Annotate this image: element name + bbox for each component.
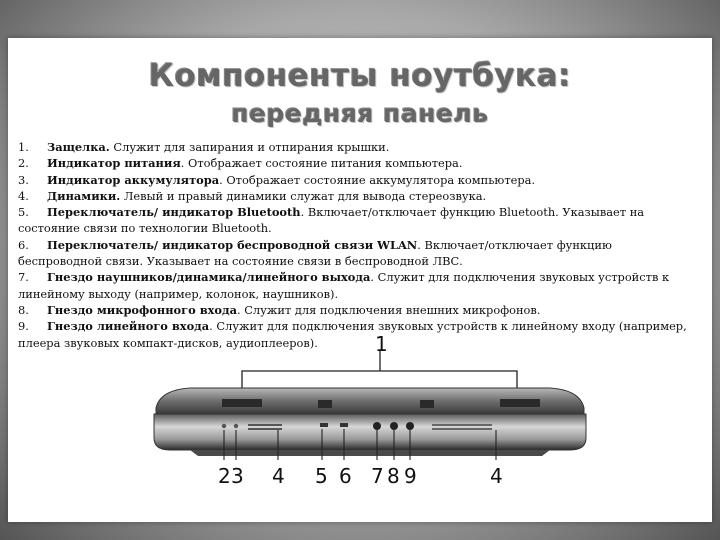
- callout-5: 5: [315, 464, 328, 488]
- callout-3: 3: [231, 464, 244, 488]
- list-item: [18, 188, 690, 204]
- line-in-jack-icon: [406, 422, 414, 430]
- latch-left: [222, 399, 262, 407]
- slide-subtitle: передняя панель: [231, 99, 489, 128]
- components-list: [18, 139, 690, 351]
- item-number: 4.: [18, 188, 29, 203]
- slide-title: Компоненты ноутбука:: [148, 58, 572, 94]
- item-number: 8.: [18, 302, 29, 317]
- item-term: Переключатель/ индикатор Bluetooth: [47, 205, 301, 220]
- laptop-base: [154, 414, 586, 450]
- item-description: . Включает/отключает функцию Bluetooth. Указывает на состояние связи по технологии Bluetooth.: [18, 205, 645, 236]
- item-term: Индикатор аккумулятора: [47, 172, 220, 187]
- item-description: . Включает/отключает функцию беспроводной связи. Указывает на состояние связи в беспроводной ЛВС.: [18, 237, 612, 269]
- headphone-jack-icon: [373, 422, 381, 430]
- callout-6: 6: [339, 464, 352, 488]
- callout-7: 7: [371, 464, 384, 488]
- item-description: Служит для запирания и отпирания крышки.: [109, 140, 390, 154]
- item-number: 7.: [18, 270, 29, 285]
- list-item: [18, 204, 690, 237]
- item-term: Гнездо линейного входа: [47, 319, 210, 334]
- item-description: . Отображает состояние питания компьютера.: [180, 156, 463, 171]
- power-led-icon: [222, 424, 226, 428]
- item-number: 2.: [18, 156, 29, 171]
- callout-2: 2: [218, 464, 231, 488]
- latch-right: [500, 399, 540, 407]
- item-number: 9.: [18, 319, 29, 334]
- item-term: Динамики.: [47, 188, 121, 203]
- item-description: . Отображает состояние аккумулятора компьютера.: [219, 172, 536, 187]
- item-number: 1.: [18, 140, 29, 154]
- callout-4-left: 4: [272, 464, 285, 488]
- list-item: [18, 139, 690, 155]
- item-term: Защелка.: [47, 140, 110, 154]
- list-item: [18, 269, 690, 302]
- list-item: [18, 155, 690, 171]
- callout-8: 8: [387, 464, 400, 488]
- item-number: 6.: [18, 237, 29, 252]
- list-item: [18, 302, 690, 318]
- item-number: 5.: [18, 205, 29, 220]
- item-description: . Служит для подключения звуковых устройств к линейному входу (например, плеера звуковых компакт-дисков, аудиоплееров).: [18, 319, 687, 350]
- callout-9: 9: [404, 464, 417, 488]
- callout-1: 1: [375, 332, 388, 356]
- item-term: Индикатор питания: [47, 156, 181, 171]
- item-term: Гнездо наушников/динамика/линейного выхода: [47, 270, 371, 285]
- wlan-switch[interactable]: [340, 423, 348, 427]
- item-term: Гнездо микрофонного входа: [47, 302, 237, 317]
- laptop-front-illustration: [150, 338, 590, 518]
- list-item: [18, 172, 690, 188]
- item-description: . Служит для подключения звуковых устройств к линейному выходу (например, колонок, наушников).: [18, 270, 670, 301]
- item-number: 3.: [18, 172, 29, 187]
- microphone-jack-icon: [390, 422, 398, 430]
- list-item: [18, 237, 690, 270]
- item-description: Левый и правый динамики служат для вывода стереозвука.: [120, 188, 487, 203]
- item-description: . Служит для подключения внешних микрофонов.: [236, 302, 541, 317]
- bluetooth-switch[interactable]: [320, 423, 328, 427]
- callout-4-right: 4: [490, 464, 503, 488]
- battery-led-icon: [234, 424, 238, 428]
- item-term: Переключатель/ индикатор беспроводной связи WLAN: [47, 237, 418, 252]
